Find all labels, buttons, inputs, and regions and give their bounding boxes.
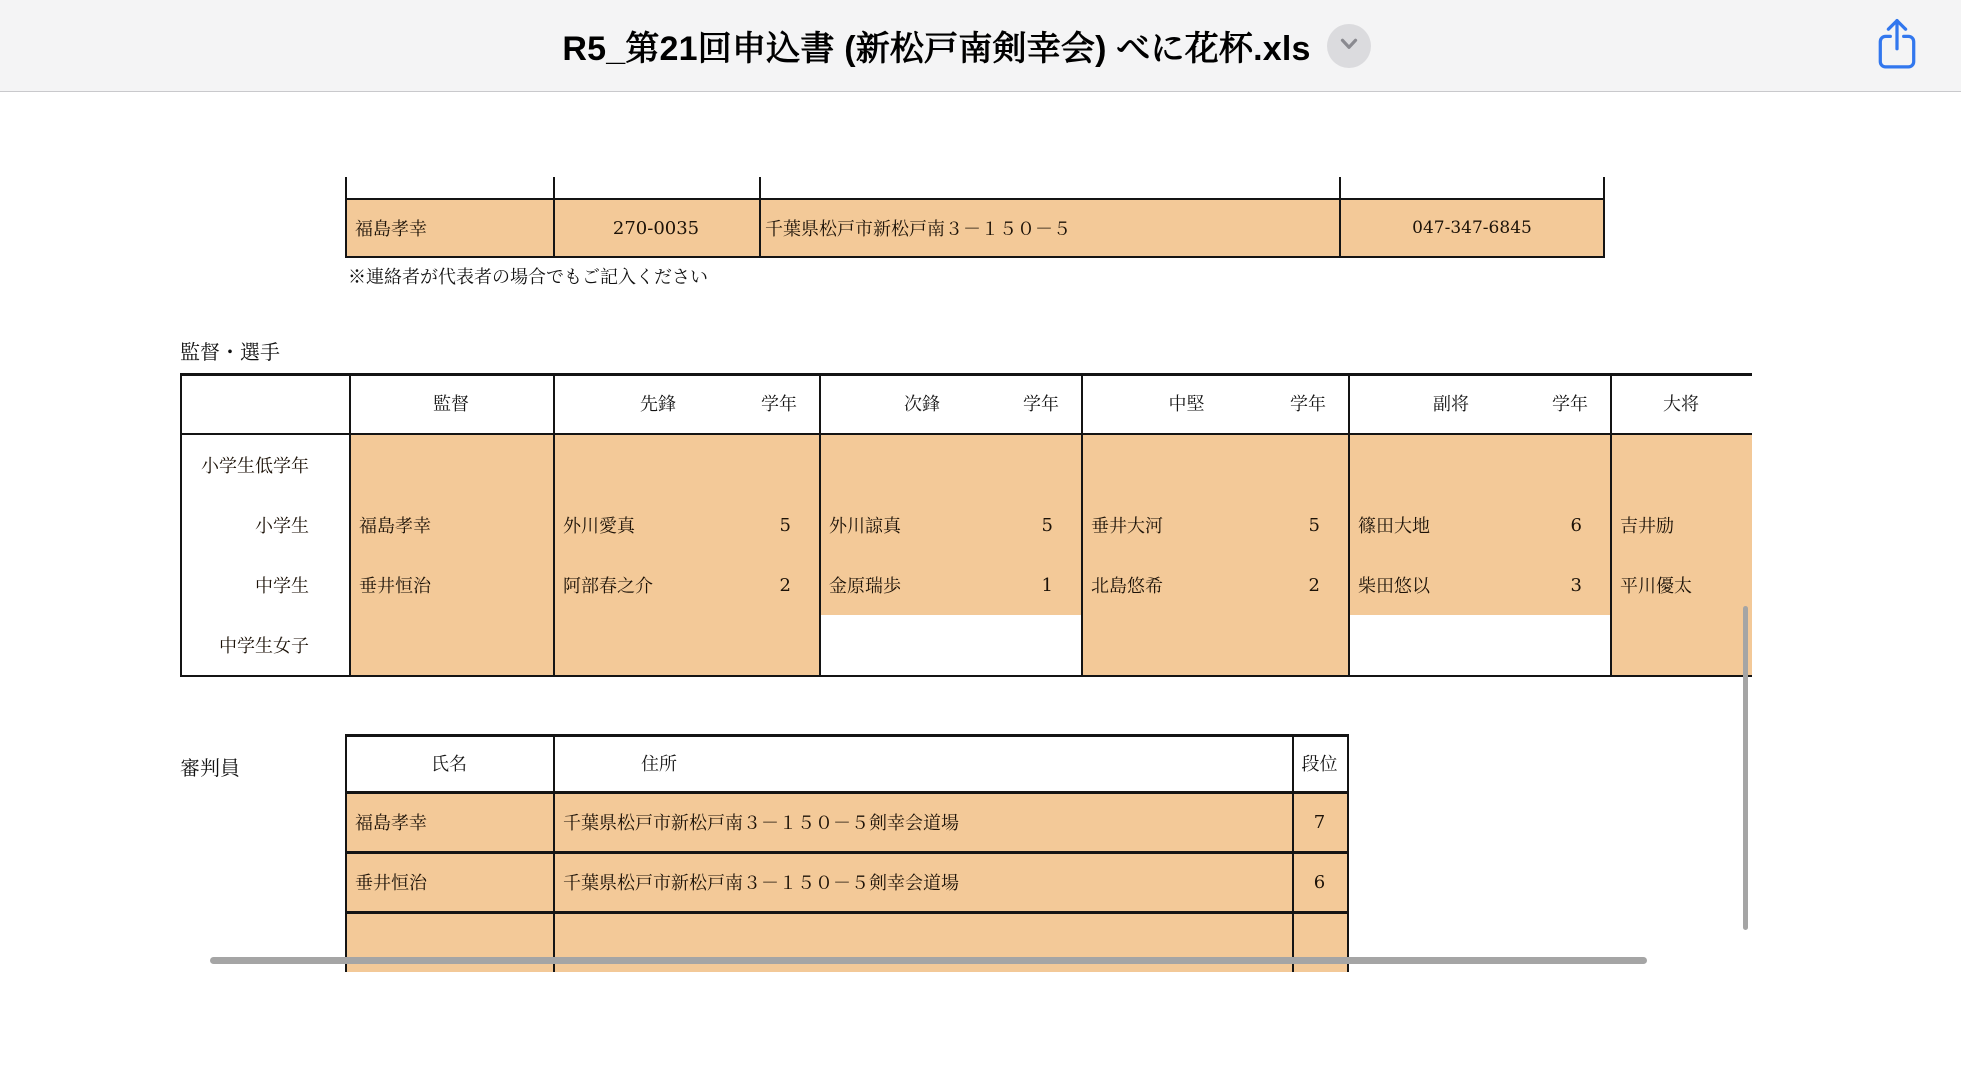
- roster-cell-senpo: 外川愛真: [563, 516, 635, 537]
- roster-table: [180, 373, 1752, 677]
- roster-cell-chuken-grade: 2: [1308, 574, 1320, 596]
- referee-table: [345, 734, 1349, 972]
- referee-rank: 6: [1313, 871, 1326, 893]
- roster-header-grade: 学年: [1290, 394, 1326, 415]
- roster-row-category: 中学生女子: [219, 636, 309, 657]
- roster-header-grade: 学年: [1552, 394, 1588, 415]
- referee-header-rank: 段位: [1301, 753, 1338, 775]
- table-border: [180, 675, 1752, 678]
- title-menu-button[interactable]: [1327, 24, 1371, 68]
- grid-line: [1603, 177, 1605, 198]
- grid-line: [759, 200, 761, 256]
- roster-cell-jiho-grade: 1: [1041, 574, 1053, 596]
- contact-note: ※連絡者が代表者の場合でもご記入ください: [348, 267, 708, 288]
- contact-address: 千葉県松戸市新松戸南３－１５０－５: [765, 219, 1071, 240]
- roster-row-category: 小学生: [255, 516, 309, 537]
- roster-header-senpo: 先鋒: [640, 394, 676, 415]
- roster-header-grade: 学年: [1023, 394, 1059, 415]
- chevron-down-icon: [1336, 30, 1362, 61]
- roster-cell-fukusho: 篠田大地: [1358, 516, 1430, 537]
- roster-cell-taisho: 吉井励: [1620, 516, 1674, 537]
- share-icon: [1876, 17, 1918, 76]
- roster-row-category: 中学生: [255, 576, 309, 597]
- referee-address: 千葉県松戸市新松戸南３－１５０－５剣幸会道場: [563, 873, 959, 894]
- grid-line: [1339, 177, 1341, 198]
- table-border: [1347, 734, 1349, 972]
- grid-line: [759, 177, 761, 198]
- referee-header-address: 住所: [641, 753, 677, 775]
- contact-postal: 270-0035: [612, 217, 700, 239]
- roster-cell-coach: 垂井恒治: [359, 576, 431, 597]
- roster-cell-jiho: 外川諒真: [829, 516, 901, 537]
- roster-cell-senpo-grade: 2: [779, 574, 791, 596]
- contact-row: [345, 198, 1605, 258]
- horizontal-scrollbar[interactable]: [210, 957, 1647, 964]
- contact-phone: 047-347-6845: [1412, 218, 1532, 238]
- roster-header-coach: 監督: [433, 394, 469, 415]
- referee-address: 千葉県松戸市新松戸南３－１５０－５剣幸会道場: [563, 813, 959, 834]
- referee-section-label: 審判員: [180, 756, 240, 780]
- roster-header-fukusho: 副将: [1433, 394, 1469, 415]
- table-border: [180, 433, 1752, 435]
- referee-header-name: 氏名: [431, 753, 467, 775]
- share-button[interactable]: [1873, 16, 1921, 76]
- grid-line: [345, 177, 347, 198]
- roster-cell-taisho: 平川優太: [1620, 576, 1692, 597]
- roster-cell-senpo: 阿部春之介: [563, 576, 653, 597]
- contact-name: 福島孝幸: [355, 219, 427, 240]
- vertical-scrollbar[interactable]: [1743, 606, 1748, 930]
- roster-row-category: 小学生低学年: [201, 456, 309, 477]
- grid-line: [553, 177, 555, 198]
- roster-cell-fukusho-grade: 3: [1570, 574, 1582, 596]
- roster-cell-jiho: 金原瑞歩: [829, 576, 901, 597]
- roster-cell-chuken-grade: 5: [1308, 514, 1320, 536]
- grid-line: [553, 734, 555, 972]
- roster-header-chuken: 中堅: [1168, 394, 1205, 415]
- roster-section-label: 監督・選手: [180, 340, 280, 364]
- roster-cell-senpo-grade: 5: [779, 514, 791, 536]
- referee-name: 福島孝幸: [355, 813, 427, 834]
- referee-rank: 7: [1313, 811, 1326, 833]
- roster-cell-chuken: 垂井大河: [1091, 516, 1163, 537]
- referee-name: 垂井恒治: [355, 873, 427, 894]
- roster-cell-fukusho: 柴田悠以: [1358, 576, 1430, 597]
- preview-titlebar: [0, 0, 1961, 92]
- document-title: R5_第21回申込書 (新松戸南剣幸会) べに花杯.xls: [562, 30, 1311, 68]
- roster-header-jiho: 次鋒: [904, 394, 940, 415]
- roster-cell-coach: 福島孝幸: [359, 516, 431, 537]
- roster-cell-chuken: 北島悠希: [1091, 576, 1163, 597]
- roster-cell-jiho-grade: 5: [1041, 514, 1053, 536]
- roster-header-taisho: 大将: [1663, 394, 1699, 415]
- roster-cell-fukusho-grade: 6: [1570, 514, 1582, 536]
- roster-header-grade: 学年: [761, 394, 797, 415]
